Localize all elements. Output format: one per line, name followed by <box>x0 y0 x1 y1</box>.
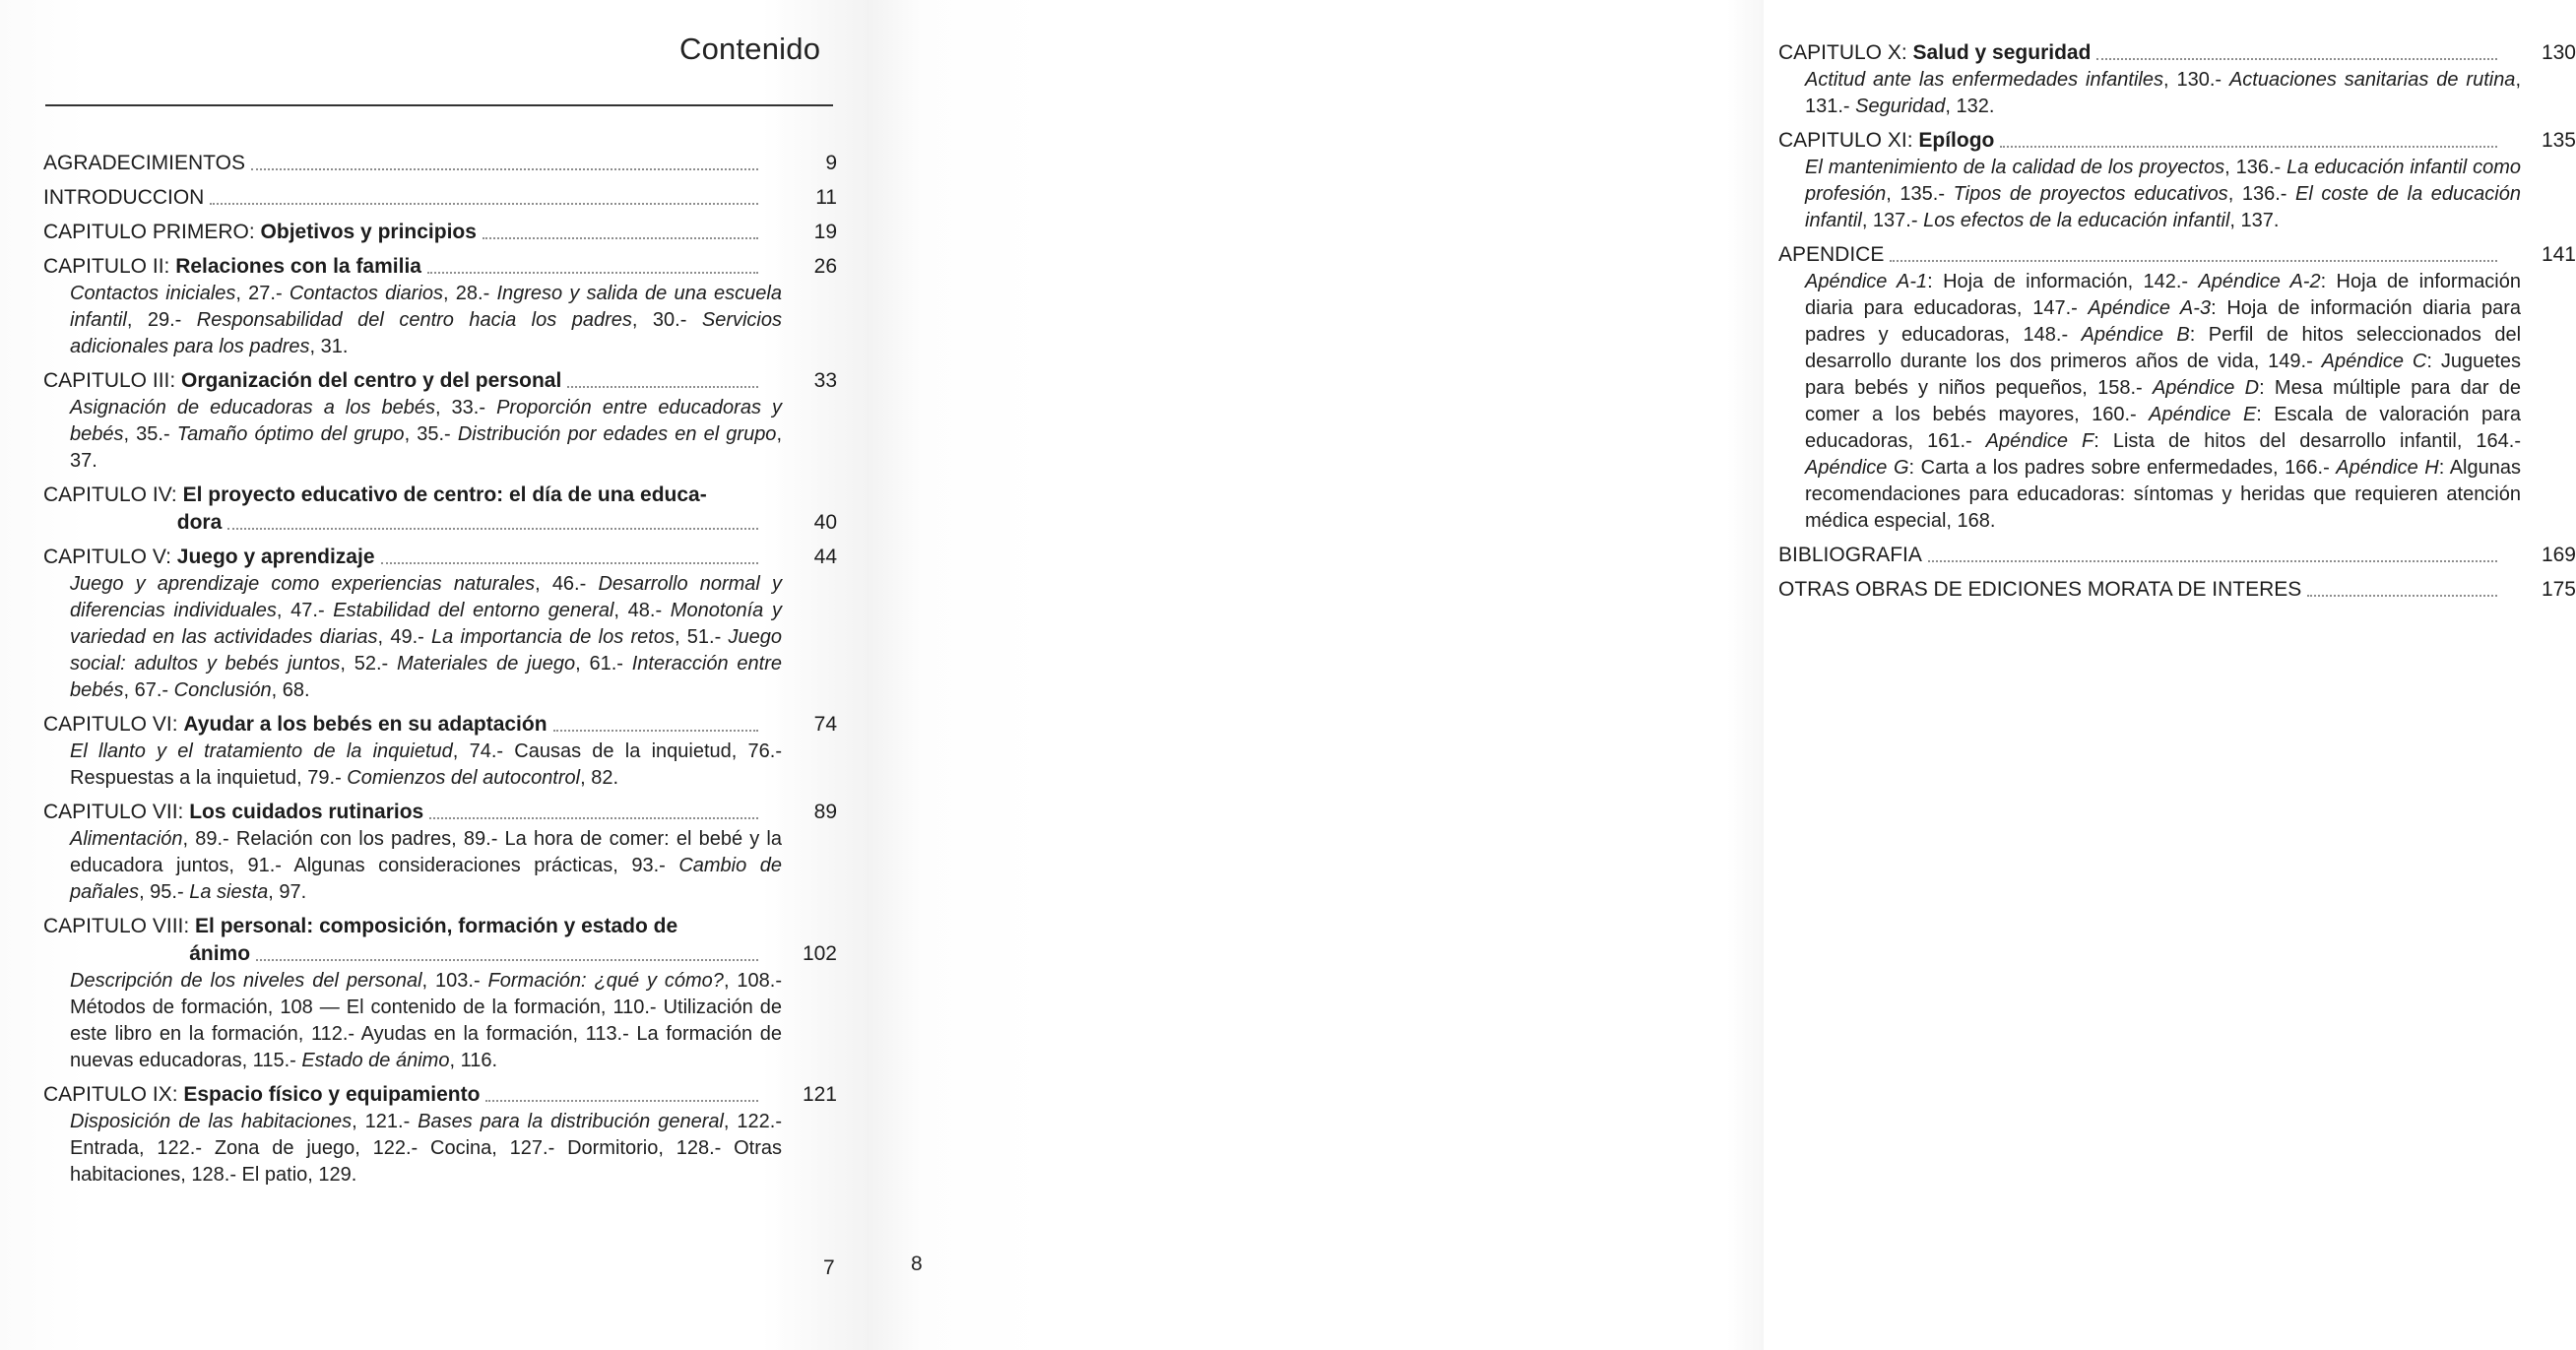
dot-leader <box>553 730 758 732</box>
section-title: Apéndice A-3 <box>2088 297 2212 319</box>
section-page-ref: , 130.- <box>2163 69 2229 91</box>
toc-chapter-title: Epílogo <box>1918 129 1995 152</box>
section-page-ref: , 52.- <box>340 653 397 675</box>
section-title: Actuaciones sanitarias de rutina <box>2228 69 2516 91</box>
toc-section-list <box>43 968 837 1074</box>
section-title: Juego social: adultos y bebés juntos <box>70 626 782 675</box>
section-page-ref: , 132. <box>1945 96 1995 117</box>
toc-entry <box>43 711 837 792</box>
toc-chapter-label: AGRADECIMIENTOS <box>43 152 245 174</box>
section-page-ref: , 122.- Entrada, 122.- Zona de juego, 122.- Cocina, 127.- Dormitorio, 128.- Otras habitaciones, 128.- El patio, 129. <box>70 1111 782 1186</box>
toc-chapter-label: CAPITULO XI: <box>1778 129 1919 152</box>
section-title: Interacción entre bebés <box>70 653 782 701</box>
section-page-ref: , 35.- <box>404 423 458 445</box>
section-title: La importancia de los retos <box>431 626 675 648</box>
toc-chapter-title-cont: ánimo <box>189 942 251 965</box>
toc-list-right <box>1778 39 2576 611</box>
toc-chapter-title: El personal: composición, formación y estado de <box>195 915 678 937</box>
section-title: Juego y aprendizaje como experiencias naturales <box>70 573 536 595</box>
toc-section-list <box>43 826 837 906</box>
section-page-ref: , 82. <box>580 767 619 789</box>
toc-chapter-label: CAPITULO VI: <box>43 713 184 736</box>
section-page-ref: , 121.- <box>352 1111 419 1132</box>
section-page-ref: , 29.- <box>126 309 197 331</box>
section-title: Apéndice B <box>2081 324 2190 346</box>
toc-page-number: 121 <box>802 1083 837 1106</box>
section-title: Disposición de las habitaciones <box>70 1111 353 1132</box>
toc-chapter-label: OTRAS OBRAS DE EDICIONES MORATA DE INTERES <box>1778 578 2302 601</box>
dot-leader <box>427 272 758 274</box>
section-page-ref: , 137.- <box>1861 210 1924 231</box>
toc-page-number: 44 <box>813 546 837 568</box>
toc-section-list <box>43 739 837 792</box>
dot-leader <box>567 386 758 388</box>
dot-leader <box>210 203 758 205</box>
section-page-ref: , 108.- Métodos de formación, 108 — El contenido de la formación, 110.- Utilización de este libro en la formación, 112.- Ayudas en la formación, 113.- La formación de nuevas educadoras, 115.- <box>70 970 782 1071</box>
toc-page-number: 26 <box>813 255 837 278</box>
section-page-ref: , 49.- <box>377 626 432 648</box>
section-title: Monotonía y variedad en las actividades diarias <box>70 600 782 648</box>
dot-leader <box>2096 58 2497 60</box>
section-title: La educación infantil como profesión <box>1805 157 2521 205</box>
toc-chapter-label: CAPITULO IV: <box>43 483 183 506</box>
section-page-ref: , 28.- <box>443 283 497 304</box>
section-title: Apéndice H <box>2336 457 2439 479</box>
section-title: Los efectos de la educación infantil <box>1923 210 2230 231</box>
toc-page-number: 175 <box>2541 578 2576 601</box>
section-title: Apéndice C <box>2321 351 2427 372</box>
dot-leader <box>483 237 758 239</box>
dot-leader <box>429 817 758 819</box>
section-title: Descripción de los niveles del personal <box>70 970 422 992</box>
toc-chapter-title: El proyecto educativo de centro: el día de una educa- <box>182 483 707 506</box>
toc-page-number: 9 <box>825 152 837 174</box>
section-title: Responsabilidad del centro hacia los padres <box>196 309 632 331</box>
section-page-ref: , 35.- <box>123 423 177 445</box>
toc-chapter-label: CAPITULO VII: <box>43 801 190 823</box>
toc-section-list <box>1778 67 2576 120</box>
toc-entry <box>1778 241 2576 535</box>
section-page-ref: , 89.- Relación con los padres, 89.- La hora de comer: el bebé y la educadora juntos, 91.- Algunas consideraciones prácticas, 93.- <box>70 828 782 876</box>
section-page-ref: , 31. <box>309 336 349 357</box>
section-page-ref: , 131.- <box>1805 69 2521 117</box>
toc-chapter-label: CAPITULO III: <box>43 369 182 392</box>
section-title: Seguridad <box>1855 96 1946 117</box>
section-title: Estado de ánimo <box>301 1050 450 1071</box>
toc-section-list <box>43 1109 837 1189</box>
section-page-ref: , 51.- <box>674 626 729 648</box>
dot-leader <box>381 562 759 564</box>
section-page-ref: : Hoja de información diaria para padres y educadoras, 148.- <box>1805 297 2521 346</box>
section-title: El mantenimiento de la calidad de los proyectos <box>1805 157 2225 178</box>
section-title: Comienzos del autocontrol <box>347 767 581 789</box>
toc-chapter-label: INTRODUCCION <box>43 186 205 209</box>
dot-leader <box>2000 146 2497 148</box>
section-page-ref: , 67.- <box>123 679 174 701</box>
section-page-ref: , 116. <box>449 1050 498 1071</box>
dot-leader <box>256 959 758 961</box>
toc-entry <box>1778 542 2576 569</box>
toc-section-list <box>1778 269 2576 535</box>
section-title: Proporción entre educadoras y bebés <box>70 397 782 445</box>
section-title: Contactos diarios <box>289 283 444 304</box>
section-title: Bases para la distribución general <box>418 1111 724 1132</box>
section-page-ref: , 27.- <box>235 283 290 304</box>
section-page-ref: : Hoja de información diaria para educadoras, 147.- <box>1805 271 2522 319</box>
toc-entry <box>43 544 837 704</box>
section-page-ref: : Hoja de información, 142.- <box>1927 271 2199 292</box>
toc-section-list <box>43 281 837 360</box>
section-page-ref: : Algunas recomendaciones para educadoras: síntomas y heridas que requieren atención médica especial, 168. <box>1805 457 2521 532</box>
toc-entry <box>43 184 837 212</box>
section-page-ref: , 74.- Causas de la inquietud, 76.- Respuestas a la inquietud, 79.- <box>70 740 782 789</box>
section-page-ref: : Perfil de hitos seleccionados del desarrollo durante los dos primeros años de vida, 149.- <box>1805 324 2522 372</box>
page-title: Contenido <box>679 32 821 66</box>
right-page <box>867 0 2576 1350</box>
toc-entry <box>43 150 837 177</box>
toc-entry <box>1778 127 2576 234</box>
toc-chapter-label: BIBLIOGRAFIA <box>1778 544 1922 566</box>
section-title: Ingreso y salida de una escuela infantil <box>70 283 782 331</box>
left-page <box>0 0 867 1350</box>
toc-entry <box>43 367 837 475</box>
toc-page-number: 102 <box>802 942 837 965</box>
toc-list-left <box>43 150 837 1195</box>
section-title: Contactos iniciales <box>70 283 236 304</box>
dot-leader <box>485 1100 758 1102</box>
section-page-ref: , 48.- <box>613 600 671 621</box>
page-number: 8 <box>911 1253 923 1275</box>
section-title: Formación: ¿qué y cómo? <box>487 970 724 992</box>
dot-leader <box>251 168 758 170</box>
toc-section-list <box>1778 155 2576 234</box>
toc-chapter-title: Ayudar a los bebés en su adaptación <box>183 713 547 736</box>
section-page-ref: , 137. <box>2229 210 2280 231</box>
toc-chapter-label: APENDICE <box>1778 243 1885 266</box>
section-page-ref: , 135.- <box>1886 183 1954 205</box>
section-title: Apéndice G <box>1805 457 1909 479</box>
toc-page-number: 135 <box>2541 129 2576 152</box>
section-title: Apéndice D <box>2152 377 2260 399</box>
toc-entry <box>43 482 837 537</box>
toc-chapter-title: Salud y seguridad <box>1912 41 2092 64</box>
toc-chapter-title: Los cuidados rutinarios <box>189 801 424 823</box>
toc-page-number: 89 <box>813 801 837 823</box>
toc-page-number: 141 <box>2541 243 2576 266</box>
section-title: El coste de la educación infantil <box>1805 183 2521 231</box>
toc-entry <box>43 253 837 360</box>
section-title: Alimentación <box>70 828 183 850</box>
title-rule <box>45 104 833 106</box>
toc-chapter-title-cont: dora <box>176 511 223 534</box>
section-page-ref: , 97. <box>268 881 307 903</box>
section-page-ref: , 47.- <box>276 600 334 621</box>
toc-page-number: 19 <box>813 221 837 243</box>
section-title: Tamaño óptimo del grupo <box>176 423 405 445</box>
toc-entry <box>1778 576 2576 604</box>
section-page-ref: : Carta a los padres sobre enfermedades, 166.- <box>1908 457 2337 479</box>
toc-chapter-title: Juego y aprendizaje <box>176 546 375 568</box>
section-page-ref: , 95.- <box>139 881 190 903</box>
toc-chapter-title: Objetivos y principios <box>260 221 477 243</box>
toc-chapter-label: CAPITULO II: <box>43 255 176 278</box>
section-title: Apéndice E <box>2149 404 2257 425</box>
section-title: Apéndice F <box>1985 430 2094 452</box>
toc-entry <box>43 913 837 1074</box>
toc-entry <box>43 799 837 906</box>
toc-chapter-label: CAPITULO V: <box>43 546 177 568</box>
section-title: Desarrollo normal y diferencias individuales <box>70 573 783 621</box>
toc-section-list <box>43 395 837 475</box>
section-page-ref: , 68. <box>271 679 310 701</box>
toc-page-number: 130 <box>2541 41 2576 64</box>
dot-leader <box>1890 260 2497 262</box>
section-title: Servicios adicionales para los padres <box>70 309 782 357</box>
section-page-ref: : Escala de valoración para educadoras, 161.- <box>1805 404 2522 452</box>
section-title: La siesta <box>189 881 269 903</box>
section-title: Cambio de pañales <box>70 855 782 903</box>
section-title: Materiales de juego <box>397 653 576 675</box>
toc-chapter-title: Organización del centro y del personal <box>181 369 562 392</box>
toc-page-number: 169 <box>2541 544 2576 566</box>
section-page-ref: : Mesa múltiple para dar de comer a los bebés mayores, 160.- <box>1805 377 2522 425</box>
toc-entry <box>1778 39 2576 120</box>
toc-page-number: 40 <box>813 511 837 534</box>
section-page-ref: , 37. <box>70 423 782 472</box>
toc-section-list <box>43 571 837 704</box>
section-title: Apéndice A-2 <box>2198 271 2321 292</box>
section-page-ref: , 30.- <box>631 309 702 331</box>
section-title: Apéndice A-1 <box>1805 271 1928 292</box>
toc-chapter-label: CAPITULO IX: <box>43 1083 184 1106</box>
section-page-ref: : Lista de hitos del desarrollo infantil, 164.- <box>2093 430 2521 452</box>
toc-chapter-label: CAPITULO X: <box>1778 41 1913 64</box>
section-title: Distribución por edades en el grupo <box>457 423 777 445</box>
toc-entry <box>43 1081 837 1189</box>
section-page-ref: , 33.- <box>434 397 497 418</box>
toc-chapter-label: CAPITULO VIII: <box>43 915 196 937</box>
section-title: Conclusión <box>173 679 272 701</box>
section-page-ref: : Juguetes para bebés y niños pequeños, 158.- <box>1805 351 2522 399</box>
toc-page-number: 33 <box>813 369 837 392</box>
dot-leader <box>2307 595 2497 597</box>
toc-chapter-title: Relaciones con la familia <box>175 255 421 278</box>
section-page-ref: , 46.- <box>535 573 599 595</box>
section-title: El llanto y el tratamiento de la inquietud <box>70 740 453 762</box>
section-page-ref: , 103.- <box>421 970 488 992</box>
section-page-ref: , 136.- <box>2224 157 2287 178</box>
toc-chapter-title: Espacio físico y equipamiento <box>183 1083 481 1106</box>
toc-page-number: 74 <box>813 713 837 736</box>
section-page-ref: , 136.- <box>2227 183 2296 205</box>
section-title: Asignación de educadoras a los bebés <box>70 397 435 418</box>
section-title: Tipos de proyectos educativos <box>1953 183 2228 205</box>
section-title: Estabilidad del entorno general <box>333 600 614 621</box>
section-page-ref: , 61.- <box>575 653 632 675</box>
dot-leader <box>1928 560 2497 562</box>
section-title: Actitud ante las enfermedades infantiles <box>1805 69 2163 91</box>
toc-entry <box>43 219 837 246</box>
toc-page-number: 11 <box>815 186 837 209</box>
page-number: 7 <box>823 1256 835 1279</box>
dot-leader <box>227 528 758 530</box>
toc-chapter-label: CAPITULO PRIMERO: <box>43 221 261 243</box>
